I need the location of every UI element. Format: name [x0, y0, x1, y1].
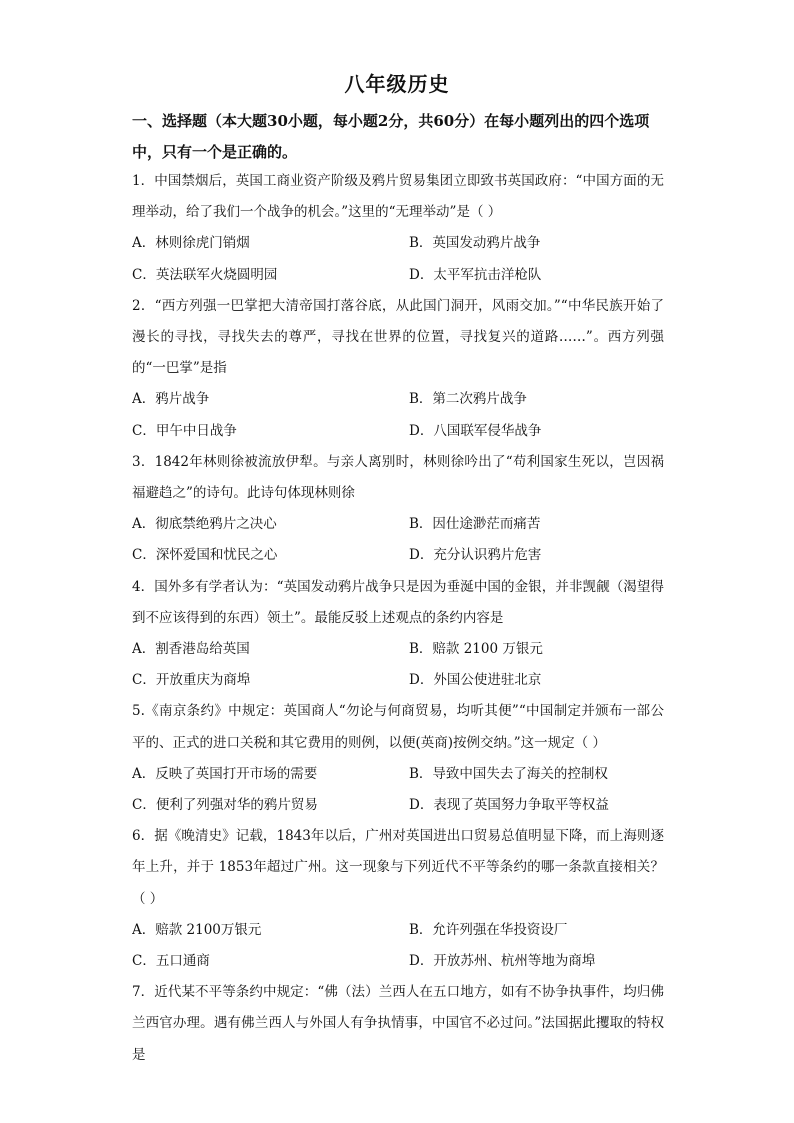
option-list [132, 509, 664, 571]
question-stem: 7．近代某不平等条约中规定：“佛（法）兰西人在五口地方，如有不协争执事件，均归佛兰西官办理。遇有佛兰西人与外国人有争执情事，中国官不必过问。”法国据此攫取的特权是 [132, 984, 664, 1063]
answer-option: A．鸦片战争 [132, 391, 210, 408]
answer-option: C．深怀爱国和忧民之心 [132, 547, 278, 564]
answer-option: D．八国联军侵华战争 [409, 422, 542, 439]
question-item [132, 977, 664, 1071]
option-list [132, 228, 664, 290]
question-item [132, 447, 664, 572]
answer-option: D．太平军抗击洋枪队 [409, 266, 542, 283]
answer-option: B．因仕途渺茫而痛苦 [409, 516, 541, 533]
option-list [132, 759, 664, 821]
question-item [132, 696, 664, 821]
answer-option: C．便利了列强对华的鸦片贸易 [132, 797, 318, 814]
answer-option: A．反映了英国打开市场的需要 [132, 765, 318, 782]
answer-option: B．赔款 2100 万银元 [409, 641, 543, 658]
answer-option: C．甲午中日战争 [132, 422, 237, 439]
question-stem: 1．中国禁烟后，英国工商业资产阶级及鸦片贸易集团立即致书英国政府：“中国方面的无理举动，给了我们一个战争的机会。”这里的“无理举动”是（ ） [132, 173, 664, 221]
answer-option: B．导致中国失去了海关的控制权 [409, 765, 608, 782]
question-list [132, 166, 664, 1071]
answer-option: D．充分认识鸦片危害 [409, 547, 542, 564]
answer-option: C．英法联军火烧圆明园 [132, 266, 278, 283]
answer-option: D．开放苏州、杭州等地为商埠 [409, 953, 596, 970]
option-list [132, 384, 664, 446]
question-item [132, 572, 664, 697]
answer-option: C．五口通商 [132, 953, 210, 970]
question-stem: 6．据《晚清史》记载，1843年以后，广州对英国进出口贸易总值明显下降，而上海则逐年上升，并于 1853年超过广州。这一现象与下列近代不平等条约的哪一条款直接相关？（ ） [132, 828, 664, 907]
option-list [132, 915, 664, 977]
option-list [132, 634, 664, 696]
question-stem: 4．国外多有学者认为：“英国发动鸦片战争只是因为垂涎中国的金银，并非觊觎（渴望得到不应该得到的东西）领土”。最能反驳上述观点的条约内容是 [132, 578, 664, 626]
answer-option: B．第二次鸦片战争 [409, 391, 527, 408]
question-stem: 3．1842年林则徐被流放伊犁。与亲人离别时，林则徐吟出了“苟利国家生死以，岂因祸福避趋之”的诗句。此诗句体现林则徐 [132, 453, 664, 502]
answer-option: A．赔款 2100万银元 [132, 921, 262, 938]
question-item [132, 166, 664, 291]
answer-option: D．外国公使进驻北京 [409, 672, 542, 689]
answer-option: C．开放重庆为商埠 [132, 672, 251, 689]
question-item [132, 821, 664, 977]
answer-option: B．允许列强在华投资设厂 [409, 921, 568, 938]
question-stem: 5.《南京条约》中规定：英国商人“勿论与何商贸易，均听其便”“中国制定并颁布一部公平的、正式的进口关税和其它费用的则例，以便(英商)按例交纳。”这一规定（ ） [132, 703, 664, 751]
answer-option: B．英国发动鸦片战争 [409, 235, 541, 252]
page-title: 八年级历史 [344, 72, 450, 96]
answer-option: A．林则徐虎门销烟 [132, 235, 250, 252]
answer-option: A．割香港岛给英国 [132, 641, 250, 658]
question-item [132, 291, 664, 447]
section-heading: 一、选择题（本大题30小题，每小题2分，共60分）在每小题列出的四个选项中，只有一个是正确的。 [132, 112, 650, 161]
answer-option: D．表现了英国努力争取平等权益 [409, 797, 609, 814]
answer-option: A．彻底禁绝鸦片之决心 [132, 516, 277, 533]
question-stem: 2．“西方列强一巴掌把大清帝国打落谷底，从此国门洞开，风雨交加。”“中华民族开始了漫长的寻找，寻找失去的尊严，寻找在世界的位置，寻找复兴的道路……”。西方列强的“一巴掌”是指 [132, 297, 664, 377]
